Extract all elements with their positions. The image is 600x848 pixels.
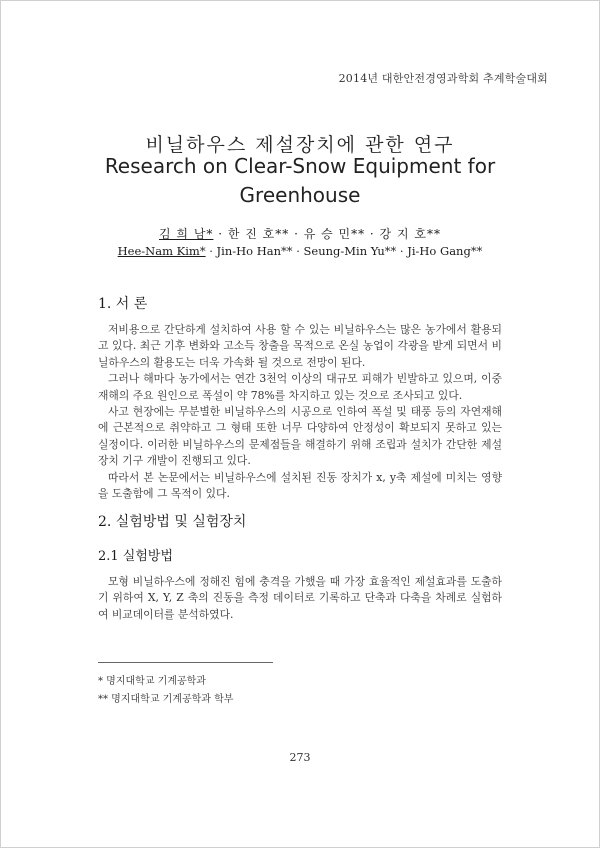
paragraph: 모형 비닐하우스에 정해진 힘에 충격을 가했을 때 가장 효율적인 제설효과를 도출하기 위하여 X, Y, Z 축의 진동을 측정 데이터로 기록하고 단축과 다축을 차례로 실험하여 비교데이터를 분석하였다. (98, 575, 502, 621)
co-authors-korean: · 한 진 호** · 유 승 민** · 강 지 호** (213, 227, 441, 241)
paragraph: 저비용으로 간단하게 설치하여 사용 할 수 있는 비닐하우스는 많은 농가에서 활용되고 있다. 최근 기후 변화와 고소득 창출을 목적으로 온실 농업이 각광을 받게 되면서 비닐하우스의 활용도는 더욱 가속화 될 것으로 전망이 된다. (98, 323, 502, 369)
section-2-1-heading: 2.1 실험방법 (98, 549, 174, 564)
title-english (0, 152, 600, 210)
authors-english (0, 244, 600, 258)
conference-header: 2014년 대한안전경영과학회 추계학술대회 (338, 72, 548, 85)
section-2-heading: 2. 실험방법 및 실험장치 (98, 514, 247, 530)
co-authors-english: · Jin-Ho Han** · Seung-Min Yu** · Ji-Ho Gang** (205, 244, 483, 258)
first-author-english: Hee-Nam Kim* (117, 244, 206, 258)
authors-korean (0, 225, 600, 242)
footnote-2: ** 명지대학교 기계공학과 학부 (98, 694, 234, 705)
title-english-line2: Greenhouse (239, 183, 361, 207)
section-1-heading: 1. 서 론 (98, 296, 148, 312)
title-english-line1: Research on Clear-Snow Equipment for (104, 154, 496, 178)
section-2-1-body (98, 574, 502, 623)
page-number: 273 (289, 751, 311, 764)
first-author-korean: 김 희 남* (159, 227, 214, 241)
paragraph: 그러나 해마다 농가에서는 연간 3천억 이상의 대규모 피해가 빈발하고 있으며, 이중 재해의 주요 원인으로 폭설이 약 78%를 차지하고 있는 것으로 조사되고 있다. (98, 372, 502, 402)
title-korean: 비닐하우스 제설장치에 관한 연구 (145, 134, 455, 156)
footnote-rule (98, 662, 273, 663)
footnote-1: * 명지대학교 기계공학과 (98, 676, 206, 687)
section-1-body (98, 322, 502, 502)
paragraph: 따라서 본 논문에서는 비닐하우스에 설치된 진동 장치가 x, y축 제설에 미치는 영향을 도출함에 그 목적이 있다. (98, 470, 502, 501)
paragraph: 사고 현장에는 무분별한 비닐하우스의 시공으로 인하여 폭설 및 태풍 등의 자연재해에 근본적으로 취약하고 그 형태 또한 너무 다양하여 안정성이 확보되지 못하고 있는 실정이다. 이러한 비닐하우스의 문제점들을 해결하기 위해 조립과 설치가 간단한 제설장치 기구 개발이 진행되고 있다. (98, 405, 502, 468)
